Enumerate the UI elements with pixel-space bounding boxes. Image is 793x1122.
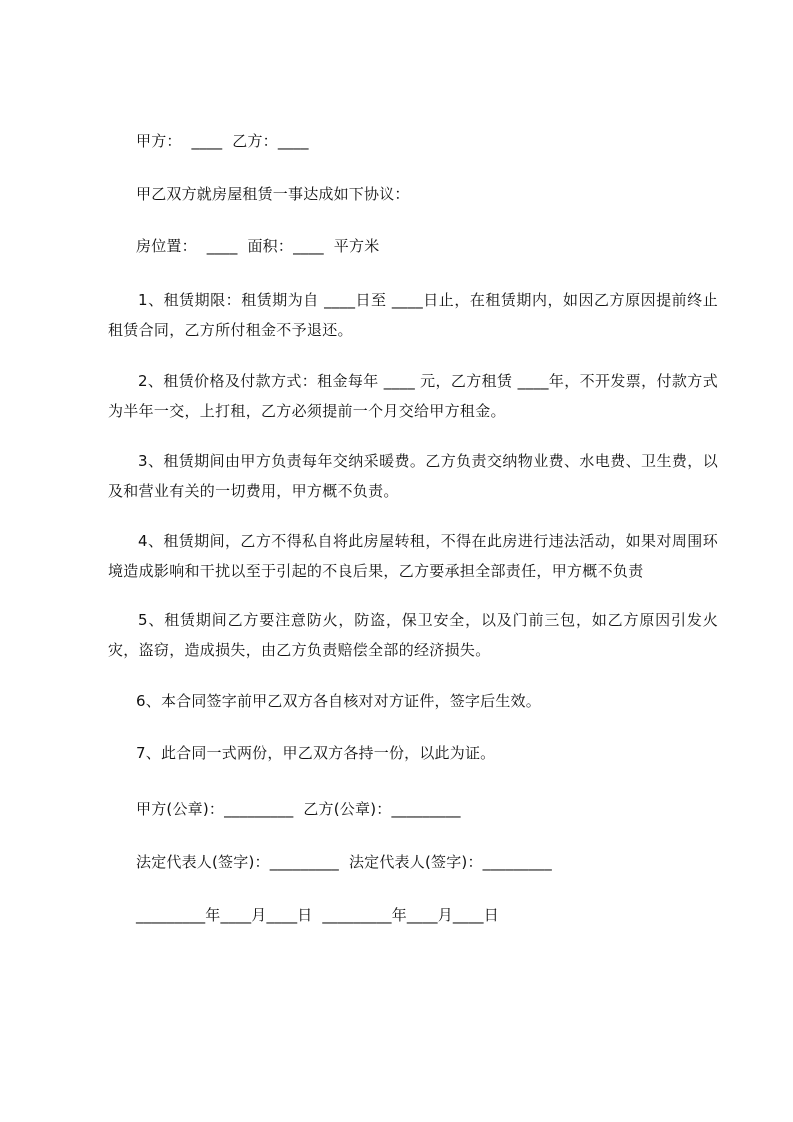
- property-line: 房位置： ____ 面积：____ 平方米: [136, 237, 380, 255]
- clause-4: 4、租赁期间，乙方不得私自将此房屋转租，不得在此房进行违法活动，如果对周围环境造成影响和干扰以至于引起的不良后果，乙方要承担全部责任，甲方概不负责: [108, 532, 718, 580]
- clause-7: 7、此合同一式两份，甲乙双方各持一份，以此为证。: [136, 744, 496, 762]
- clause-6: 6、本合同签字前甲乙双方各自核对对方证件，签字后生效。: [136, 692, 541, 710]
- intro-line: 甲乙双方就房屋租赁一事达成如下协议：: [136, 185, 410, 203]
- clause-3: 3、租赁期间由甲方负责每年交纳采暖费。乙方负责交纳物业费、水电费、卫生费，以及和营业有关的一切费用，甲方概不负责。: [108, 452, 718, 500]
- clause-1: 1、租赁期限：租赁期为自 ____日至 ____日止，在租赁期内，如因乙方原因提前终止租赁合同，乙方所付租金不予退还。: [108, 291, 718, 339]
- clause-5: 5、租赁期间乙方要注意防火，防盗，保卫安全，以及门前三包，如乙方原因引发火灾，盗窃，造成损失，由乙方负责赔偿全部的经济损失。: [108, 611, 718, 659]
- parties-line: 甲方： ____ 乙方：____: [136, 132, 309, 150]
- representative-line: 法定代表人(签字)：_________ 法定代表人(签字)：_________: [136, 853, 552, 871]
- seal-line: 甲方(公章)：_________ 乙方(公章)：_________: [136, 800, 461, 818]
- clause-2: 2、租赁价格及付款方式：租金每年 ____ 元，乙方租赁 ____年，不开发票，付款方式为半年一交，上打租，乙方必须提前一个月交给甲方租金。: [108, 372, 718, 420]
- date-line: _________年____月____日 _________年____月____日: [136, 906, 499, 924]
